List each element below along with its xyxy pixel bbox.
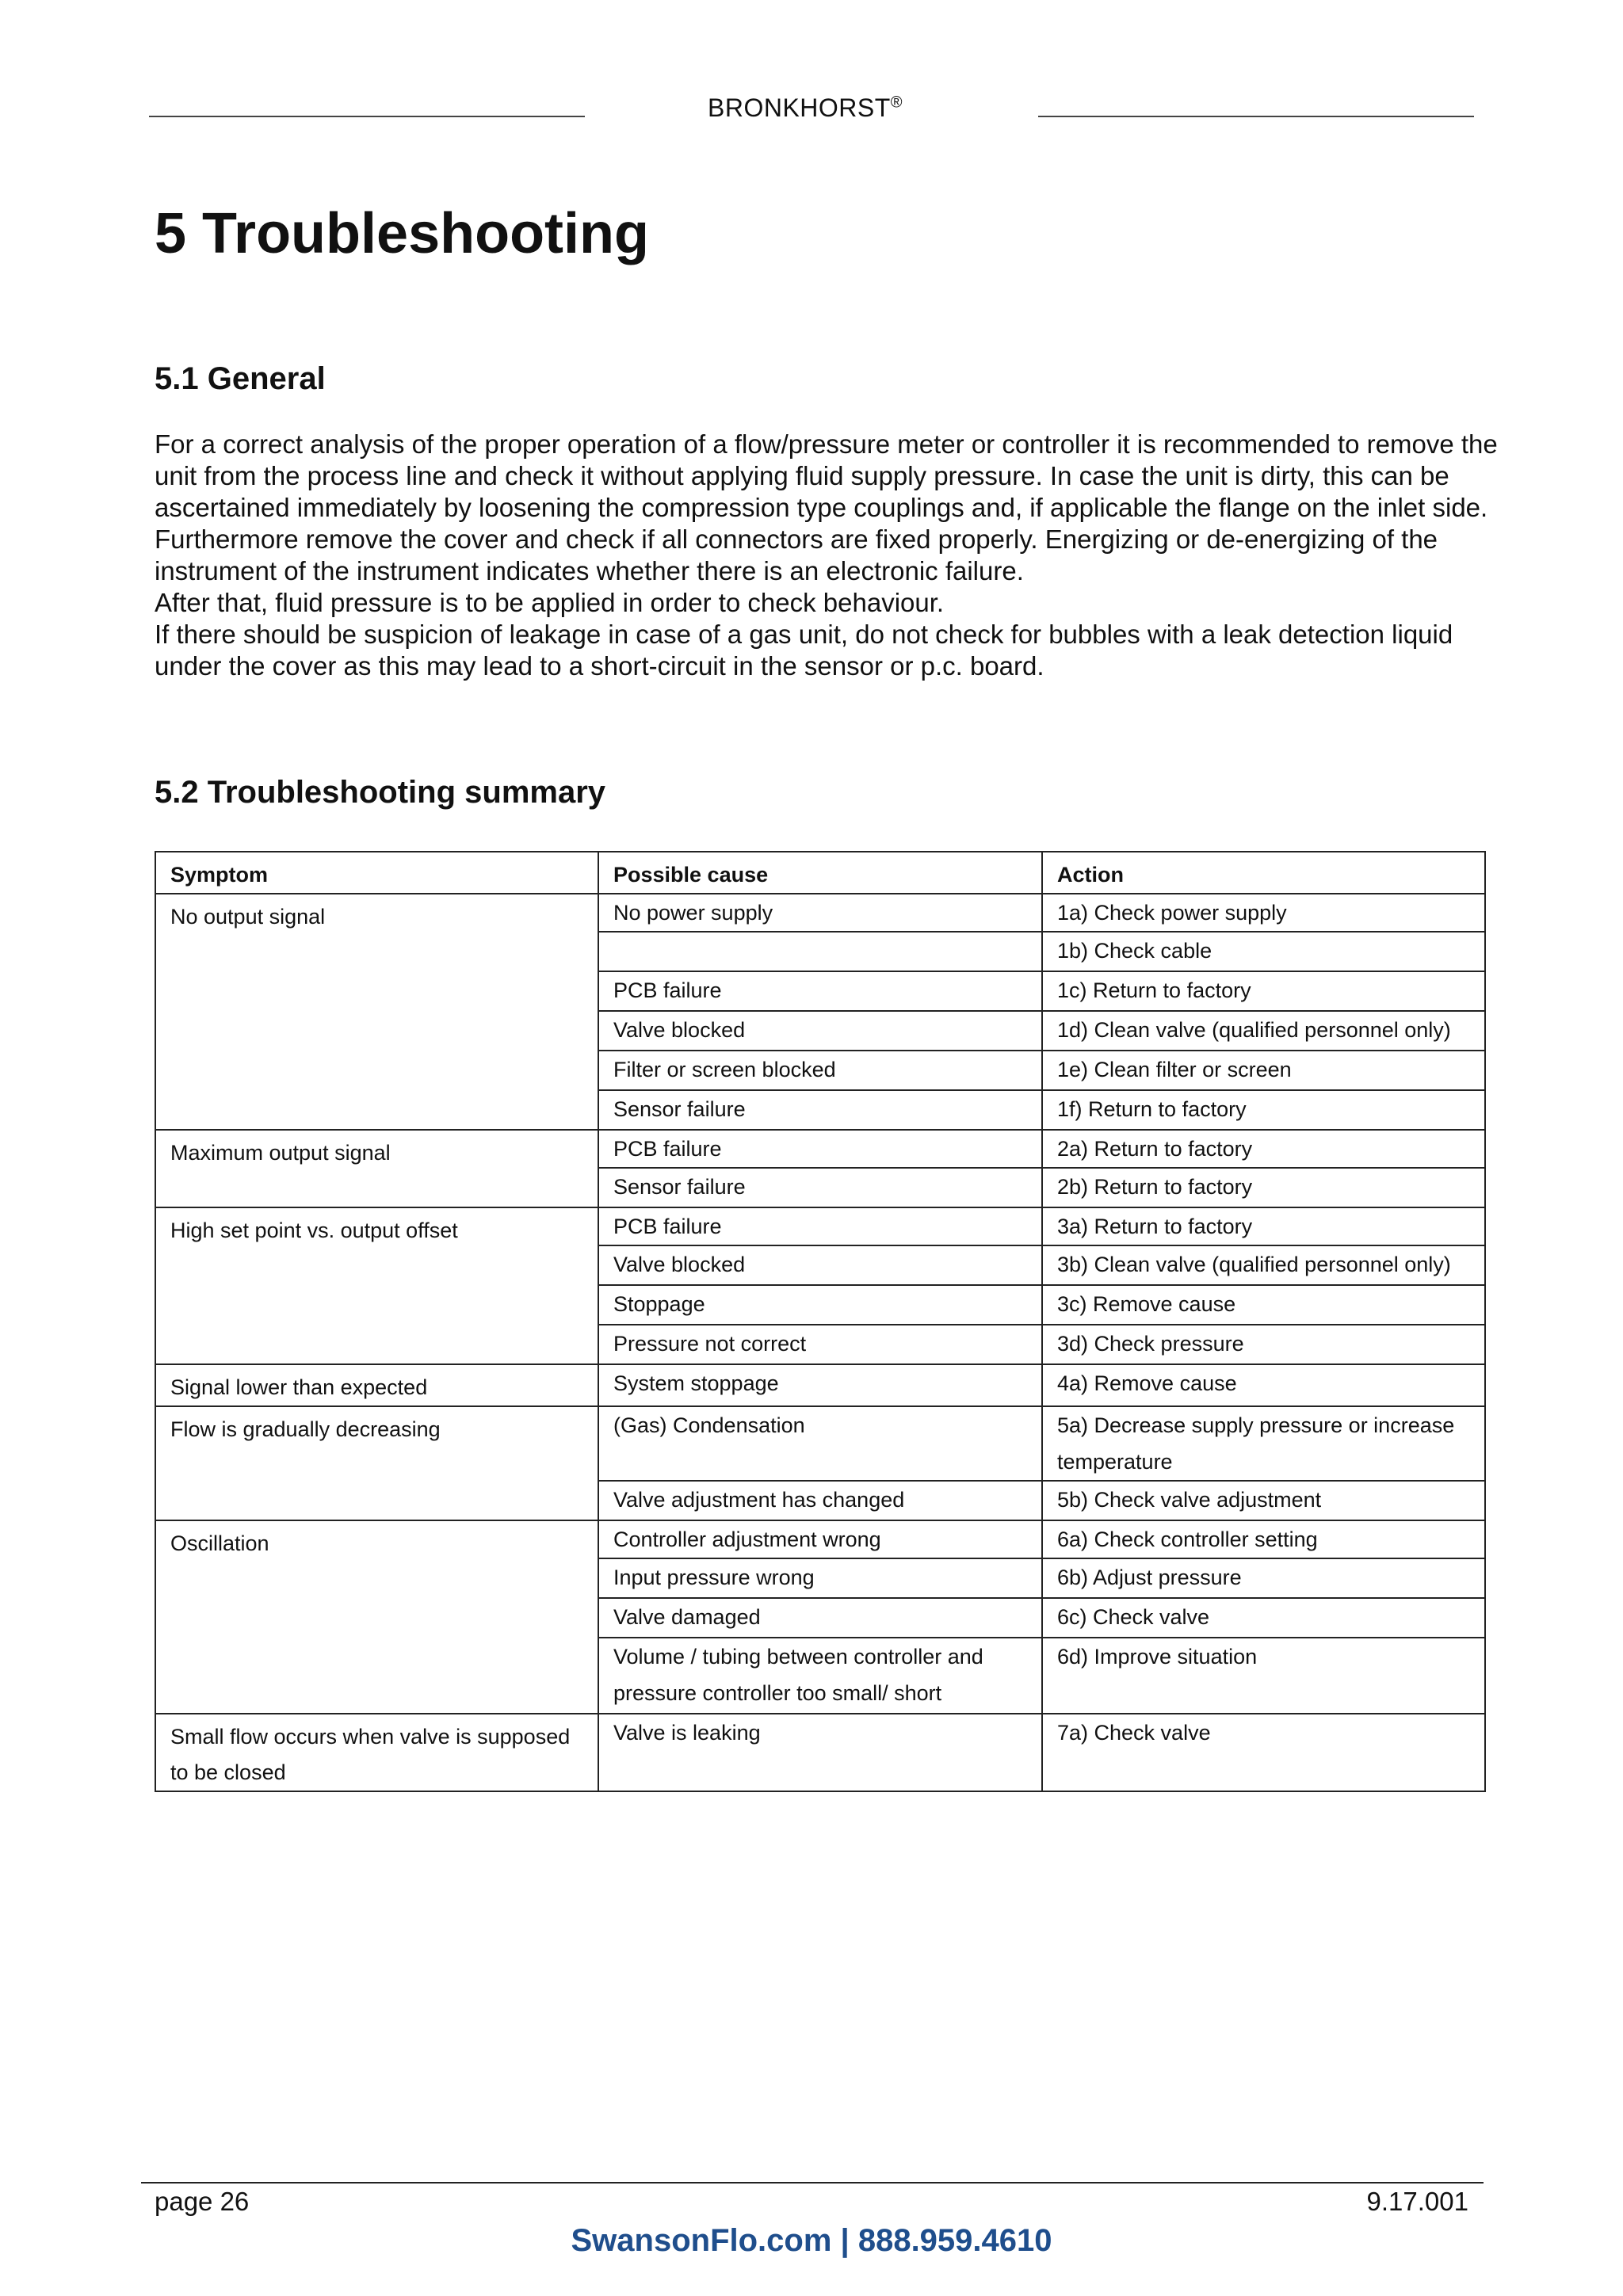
cause-entry: Controller adjustment wrong — [613, 1527, 881, 1551]
document-code: 9.17.001 — [1366, 2187, 1468, 2216]
cause-entry: Stoppage — [599, 1284, 1041, 1324]
cause-entry: PCB failure — [599, 971, 1041, 1010]
action-entry: 4a) Remove cause — [1057, 1371, 1237, 1395]
action-entry: 3c) Remove cause — [1043, 1284, 1484, 1324]
brand-name: BRONKHORST — [708, 93, 891, 122]
action-entry: 7a) Check valve — [1057, 1721, 1211, 1745]
cause-entry: System stoppage — [613, 1371, 779, 1395]
action-entry: 6d) Improve situation — [1043, 1637, 1484, 1713]
table-row — [155, 1714, 1485, 1791]
cause-entry: No power supply — [613, 901, 773, 925]
cause-cell — [598, 1520, 1042, 1714]
action-entry: 1f) Return to factory — [1043, 1089, 1484, 1129]
footer-rule — [141, 2182, 1484, 2183]
action-entry: 1d) Clean valve (qualified personnel only) — [1043, 1010, 1484, 1050]
action-entry: 2a) Return to factory — [1057, 1137, 1253, 1161]
cause-entry: Valve blocked — [599, 1245, 1041, 1284]
action-entry: 2b) Return to factory — [1043, 1167, 1484, 1207]
cause-entry: PCB failure — [613, 1215, 722, 1238]
registered-mark: ® — [890, 93, 903, 112]
table-row — [155, 1520, 1485, 1714]
cause-cell — [598, 894, 1042, 1130]
cause-cell — [598, 1130, 1042, 1207]
action-entry: 6b) Adjust pressure — [1043, 1558, 1484, 1597]
action-cell — [1042, 894, 1485, 1130]
action-cell — [1042, 1406, 1485, 1520]
table-row — [155, 1207, 1485, 1364]
symptom-cell: Small flow occurs when valve is supposed to be closed — [155, 1714, 598, 1791]
cause-cell — [598, 1364, 1042, 1406]
header-rule-left — [149, 116, 585, 117]
header-brand — [708, 93, 903, 123]
general-paragraph: Furthermore remove the cover and check if all connectors are fixed properly. Energizing or de-energizing of the instrument of the instrument indicates whether there is an electronic failure. — [155, 524, 1438, 585]
symptom-cell: High set point vs. output offset — [155, 1207, 598, 1364]
cause-entry: Pressure not correct — [599, 1324, 1041, 1363]
cause-cell — [598, 1406, 1042, 1520]
chapter-title: 5 Troubleshooting — [155, 202, 649, 265]
action-entry: 6a) Check controller setting — [1057, 1527, 1318, 1551]
column-header-symptom: Symptom — [155, 852, 598, 894]
action-entry: 3d) Check pressure — [1043, 1324, 1484, 1363]
table-row — [155, 1406, 1485, 1520]
page-number: page 26 — [155, 2187, 250, 2216]
header-rule-right — [1038, 116, 1474, 117]
action-entry: 1a) Check power supply — [1057, 901, 1287, 925]
cause-cell — [598, 1714, 1042, 1791]
cause-entry: Filter or screen blocked — [599, 1050, 1041, 1089]
table-row — [155, 1364, 1485, 1406]
general-paragraph: After that, fluid pressure is to be applied in order to check behaviour. — [155, 588, 945, 617]
symptom-cell: Maximum output signal — [155, 1130, 598, 1207]
general-paragraph: For a correct analysis of the proper operation of a flow/pressure meter or controller it is recommended to remove the unit from the process line and check it without applying fluid supply pressure. In case the unit is dirty, this can be ascertained immediately by loosening the compression type couplings and, if applicable the flange on the inlet side. — [155, 429, 1498, 522]
action-entry: 5b) Check valve adjustment — [1043, 1480, 1484, 1520]
cause-entry: Valve is leaking — [613, 1721, 761, 1745]
action-cell — [1042, 1520, 1485, 1714]
cause-cell — [598, 1207, 1042, 1364]
action-entry: 5a) Decrease supply pressure or increase temperature — [1057, 1413, 1455, 1474]
action-entry: 1c) Return to factory — [1043, 971, 1484, 1010]
symptom-cell: Flow is gradually decreasing — [155, 1406, 598, 1520]
cause-entry: Valve blocked — [599, 1010, 1041, 1050]
table-row — [155, 894, 1485, 1130]
action-entry: 6c) Check valve — [1043, 1597, 1484, 1637]
symptom-cell: Oscillation — [155, 1520, 598, 1714]
symptom-cell: Signal lower than expected — [155, 1364, 598, 1406]
cause-entry: Volume / tubing between controller and pressure controller too small/ short — [599, 1637, 1041, 1713]
symptom-cell: No output signal — [155, 894, 598, 1130]
cause-entry: Valve damaged — [599, 1597, 1041, 1637]
action-cell — [1042, 1714, 1485, 1791]
column-header-cause: Possible cause — [598, 852, 1042, 894]
action-entry: 3a) Return to factory — [1057, 1215, 1253, 1238]
action-entry: 1b) Check cable — [1043, 931, 1484, 971]
footer-contact[interactable]: SwansonFlo.com | 888.959.4610 — [571, 2223, 1052, 2258]
cause-entry: Sensor failure — [599, 1089, 1041, 1129]
cause-entry — [599, 931, 1041, 971]
cause-entry: PCB failure — [613, 1137, 722, 1161]
general-body — [155, 429, 1502, 682]
column-header-action: Action — [1042, 852, 1485, 894]
cause-entry: Input pressure wrong — [599, 1558, 1041, 1597]
general-paragraph: If there should be suspicion of leakage in case of a gas unit, do not check for bubbles with a leak detection liquid under the cover as this may lead to a short-circuit in the sensor or p.c. board. — [155, 620, 1453, 681]
cause-entry: Valve adjustment has changed — [599, 1480, 1041, 1520]
table-header-row — [155, 852, 1485, 894]
cause-entry: (Gas) Condensation — [613, 1413, 805, 1437]
section-general-title: 5.1 General — [155, 361, 326, 396]
troubleshooting-table — [155, 851, 1486, 1792]
action-cell — [1042, 1207, 1485, 1364]
table-body — [155, 894, 1485, 1791]
action-entry: 3b) Clean valve (qualified personnel only) — [1043, 1245, 1484, 1284]
table-row — [155, 1130, 1485, 1207]
action-cell — [1042, 1364, 1485, 1406]
action-entry: 1e) Clean filter or screen — [1043, 1050, 1484, 1089]
cause-entry: Sensor failure — [599, 1167, 1041, 1207]
section-summary-title: 5.2 Troubleshooting summary — [155, 775, 606, 810]
action-cell — [1042, 1130, 1485, 1207]
